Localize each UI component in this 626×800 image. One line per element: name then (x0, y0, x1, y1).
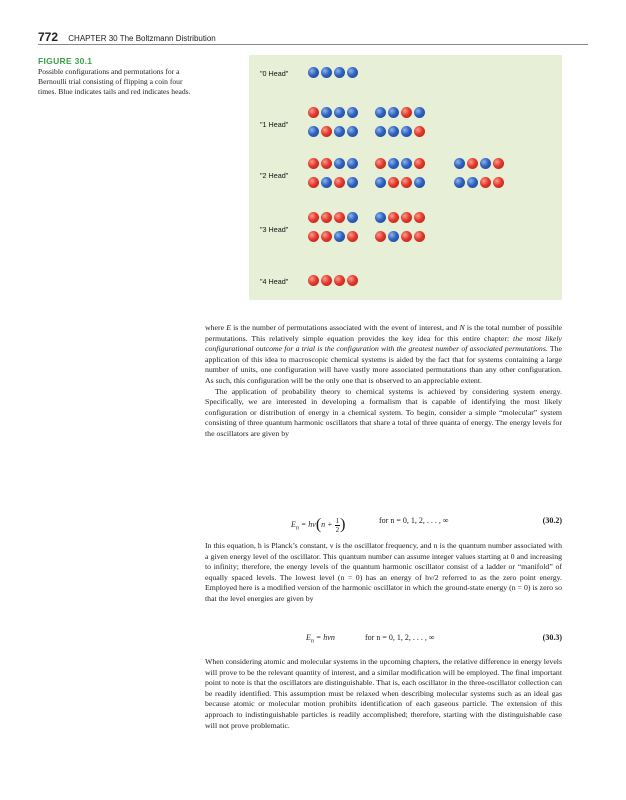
tails-ball-icon (321, 67, 332, 78)
coin-configuration (375, 158, 425, 169)
tails-ball-icon (414, 107, 425, 118)
tails-ball-icon (347, 212, 358, 223)
heads-ball-icon (308, 231, 319, 242)
heads-ball-icon (321, 158, 332, 169)
tails-ball-icon (321, 107, 332, 118)
coin-configuration (454, 158, 504, 169)
heads-ball-icon (401, 107, 412, 118)
tails-ball-icon (375, 126, 386, 137)
tails-ball-icon (334, 126, 345, 137)
coin-configuration (308, 212, 358, 223)
heads-ball-icon (414, 158, 425, 169)
heads-ball-icon (401, 212, 412, 223)
heads-ball-icon (321, 231, 332, 242)
running-header (38, 30, 216, 44)
coin-configuration (375, 107, 425, 118)
heads-ball-icon (375, 158, 386, 169)
heads-ball-icon (347, 231, 358, 242)
heads-ball-icon (308, 275, 319, 286)
page-number: 772 (38, 30, 59, 44)
tails-ball-icon (388, 126, 399, 137)
heads-ball-icon (388, 177, 399, 188)
coin-configuration (308, 231, 358, 242)
heads-ball-icon (334, 177, 345, 188)
tails-ball-icon (321, 177, 332, 188)
equation-number: (30.3) (542, 633, 562, 642)
figure-caption: Possible configurations and permutations for a Bernoulli trial consisting of flipping a coin four times. Blue indicates tails and red indicates heads. (38, 67, 191, 96)
heads-ball-icon (401, 231, 412, 242)
heads-ball-icon (334, 275, 345, 286)
heads-ball-icon (414, 212, 425, 223)
tails-ball-icon (375, 107, 386, 118)
equation-30-3: $E_n = h\nu n$ for n = 0, 1, 2, . . . , ∞ (30.3) (306, 633, 562, 645)
tails-ball-icon (347, 67, 358, 78)
coin-configuration (308, 177, 358, 188)
heads-ball-icon (480, 177, 491, 188)
heads-ball-icon (334, 212, 345, 223)
heads-ball-icon (414, 126, 425, 137)
heads-ball-icon (308, 158, 319, 169)
coin-configuration (375, 177, 425, 188)
tails-ball-icon (388, 158, 399, 169)
tails-ball-icon (467, 177, 478, 188)
row-label: "0 Head" (260, 69, 289, 78)
coin-configuration (308, 275, 358, 286)
heads-ball-icon (493, 177, 504, 188)
tails-ball-icon (375, 212, 386, 223)
tails-ball-icon (334, 107, 345, 118)
paragraph-1: where E is the number of permutations associated with the event of interest, and N is the total number of possible permutations. This relatively simple equation provides the key idea for this entire chapter: the most likely configurational outcome for a trial is the configuration with the greatest number of associated permutations. The application of this idea to macroscopic chemical systems is aided by the fact that for systems containing a large number of units, one configuration will have vastly more associated permutations than any other configuration. As such, this configuration will be the only one that is observed to an appreciable extent. The application of probability theory to chemical systems is achieved by considering system energy. Specifically, we are interested in developing a formalism that is capable of identifying the most likely configuration or distribution of energy in a chemical system. To begin, consider a simple “molecular” system consisting of three quantum harmonic oscillators that share a total of three quanta of energy. The energy levels for the oscillators are given by (205, 323, 562, 438)
coin-configuration (375, 212, 425, 223)
figure-panel (249, 55, 562, 300)
tails-ball-icon (347, 158, 358, 169)
row-label: "4 Head" (260, 277, 289, 286)
tails-ball-icon (401, 158, 412, 169)
key-idea: the most likely configurational outcome for a trial is the configuration with the greatest number of associated permutations. (205, 333, 562, 354)
paragraph-3: In this equation, h is Planck’s constant, ν is the oscillator frequency, and n is the quantum number associated with a given energy level of the oscillator. This quantum number can assume integer values starting at 0 and increasing to infinity; therefore, the energy levels of the quantum harmonic oscillator consist of a ladder or “manifold” of equally spaced levels. The lowest level (n = 0) has an energy of hν/2 referred to as the zero point energy. Employed here is a modified version of the harmonic oscillator in which the ground-state energy (n = 0) is zero so that the level energies are given by (205, 541, 562, 603)
row-label: "1 Head" (260, 120, 289, 129)
tails-ball-icon (308, 126, 319, 137)
tails-ball-icon (347, 177, 358, 188)
coin-configuration (375, 126, 425, 137)
tails-ball-icon (414, 177, 425, 188)
figure-label: FIGURE 30.1 (38, 56, 93, 66)
heads-ball-icon (321, 126, 332, 137)
tails-ball-icon (388, 107, 399, 118)
chapter-title: CHAPTER 30 The Boltzmann Distribution (68, 34, 216, 43)
equation-30-2: $E_n = h\nu(n$ + $\frac{1}{2}$) for n = 0, 1, 2, . . . , ∞ (30.2) (291, 516, 562, 534)
equation-number: (30.2) (542, 516, 562, 525)
tails-ball-icon (347, 126, 358, 137)
coin-configuration (375, 231, 425, 242)
tails-ball-icon (334, 231, 345, 242)
heads-ball-icon (388, 212, 399, 223)
coin-configuration (454, 177, 504, 188)
heads-ball-icon (308, 177, 319, 188)
heads-ball-icon (321, 275, 332, 286)
heads-ball-icon (347, 275, 358, 286)
tails-ball-icon (347, 107, 358, 118)
tails-ball-icon (480, 158, 491, 169)
coin-configuration (308, 158, 358, 169)
tails-ball-icon (375, 177, 386, 188)
paragraph-4: When considering atomic and molecular systems in the upcoming chapters, the relative difference in energy levels will prove to be the relevant quantity of interest, and a similar modification will be employed. The final important point to note is that the oscillators are distinguishable. That is, each oscillator in the three-oscillator collection can be readily identified. This assumption must be relaxed when describing molecular systems such as an ideal gas because atomic or molecular motion prohibits identification of each gaseous particle. The extension of this approach to indistinguishable particles is readily accomplished; therefore, starting with the distinguishable case will not prove problematic. (205, 657, 562, 730)
tails-ball-icon (334, 158, 345, 169)
tails-ball-icon (334, 67, 345, 78)
header-rule (38, 44, 588, 45)
heads-ball-icon (401, 177, 412, 188)
heads-ball-icon (493, 158, 504, 169)
row-label: "2 Head" (260, 171, 289, 180)
tails-ball-icon (308, 67, 319, 78)
coin-configuration (308, 126, 358, 137)
tails-ball-icon (454, 177, 465, 188)
row-label: "3 Head" (260, 225, 289, 234)
tails-ball-icon (454, 158, 465, 169)
heads-ball-icon (467, 158, 478, 169)
heads-ball-icon (308, 212, 319, 223)
tails-ball-icon (388, 231, 399, 242)
heads-ball-icon (414, 231, 425, 242)
coin-configuration (308, 107, 358, 118)
paragraph-2: The application of probability theory to chemical systems is achieved by considering system energy. Specifically, we are interested in developing a formalism that is capable of identifying the most likely configuration or distribution of energy in a chemical system. To begin, consider a simple “molecular” system consisting of three quantum harmonic oscillators that share a total of three quanta of energy. The energy levels for the oscillators are given by (205, 386, 562, 438)
heads-ball-icon (321, 212, 332, 223)
tails-ball-icon (401, 126, 412, 137)
heads-ball-icon (308, 107, 319, 118)
coin-configuration (308, 67, 358, 78)
heads-ball-icon (375, 231, 386, 242)
